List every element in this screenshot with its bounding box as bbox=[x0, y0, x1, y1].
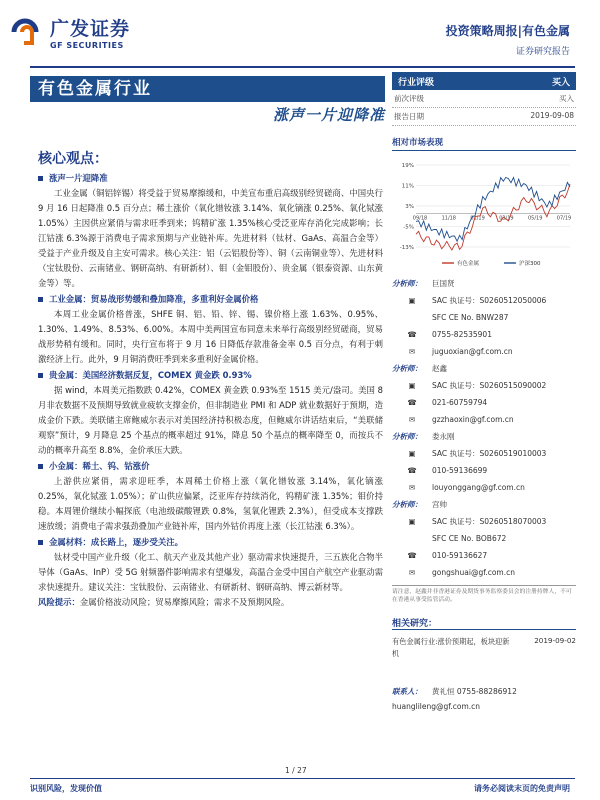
analyst-role: 分析师： bbox=[392, 279, 422, 288]
bullet-icon bbox=[38, 373, 43, 378]
analyst-sac: SAC 执证号：S0260515090002 bbox=[432, 381, 547, 390]
analyst-row bbox=[392, 479, 576, 496]
phone-icon: ☎ bbox=[407, 551, 417, 560]
section-paragraph: 上游供应紧俏，需求迎旺季，本周稀土价格上涨（氧化镨钕涨 3.14%，氧化镝涨 0.25%，氧化铽涨 1.05%）；矿山供应偏紧，泛亚库存持续消化，钨精矿涨 1.35%；钼价持稳。本周锂价继续小幅探底（电池级碳酸锂跌 0.8%，氢氧化锂跌 2.3%），但受成本支撑跌速放缓；消费电子需求强劲叠加产业链补库，国内外钴价再度上涨（长江钴涨 6.3%）。 bbox=[38, 476, 383, 531]
x-tick-label: 05/19 bbox=[527, 215, 543, 222]
analyst-row bbox=[392, 394, 576, 411]
section-paragraph: 工业金属（铜铝锌锡）将受益于贸易摩擦缓和，中美宣布重启高级别经贸磋商、中国央行 9 月 16 日起降准 0.5 百分点；稀土涨价（氧化镨钕涨 3.14%、氧化镝涨 0.25%、氧化铽涨 1.05%）主因供应紧俏与需求旺季到来；钨精矿涨 1.35%核心受泛亚库存消化完成影响；长江钴涨 6.3%源于消费电子需求预期与产业链补库。先进材料（钛材、GaAs、高温合金等）受益于产业升级及自主安可需求。核心关注：铝（云铝股份等）、铜（云南铜业等）、先进材料（宝钛股份、云南锗业、钢研高纳、有研新材）、钼（金钼股份）、贵金属（银泰资源、山东黄金等）等。 bbox=[38, 188, 383, 288]
chart-title-rule bbox=[392, 150, 576, 151]
contact-person bbox=[392, 684, 576, 714]
analyst-phone: 0755-82535901 bbox=[432, 330, 492, 339]
report-type-header bbox=[446, 22, 570, 57]
footer-divider bbox=[30, 778, 575, 779]
id-card-icon: ▣ bbox=[408, 517, 416, 526]
analyst-row bbox=[392, 445, 576, 462]
series-line bbox=[416, 177, 570, 241]
report-date-row: 报告日期 2019-09-08 bbox=[392, 108, 576, 126]
contact-name-phone: 黄礼恒 0755-88286912 bbox=[432, 687, 517, 696]
section-heading: 小金属：稀土、钨、钴涨价 bbox=[38, 459, 383, 474]
id-card-icon: ▣ bbox=[408, 381, 416, 390]
analyst-row bbox=[392, 496, 576, 513]
section-heading: 金属材料：成长路上，逐步受关注。 bbox=[38, 535, 383, 550]
analyst-name: 娄永刚 bbox=[432, 432, 455, 441]
chart-svg bbox=[392, 155, 576, 275]
analyst-list bbox=[392, 275, 576, 581]
email-icon: ✉ bbox=[408, 415, 416, 424]
analyst-role: 分析师： bbox=[392, 364, 422, 373]
section-heading: 贵金属：美国经济数据反复，COMEX 黄金跌 0.93% bbox=[38, 368, 383, 383]
bullet-icon bbox=[38, 297, 43, 302]
core-views-body bbox=[38, 170, 383, 610]
footer-slogan: 识别风险，发现价值 bbox=[30, 784, 102, 793]
analyst-name: 宫帅 bbox=[432, 500, 447, 509]
analyst-name: 巨国贤 bbox=[432, 279, 455, 288]
analyst-email[interactable]: gzzhaoxin@gf.com.cn bbox=[432, 415, 514, 424]
analyst-row bbox=[392, 411, 576, 428]
x-tick-label: 01/19 bbox=[470, 215, 485, 222]
analyst-name: 赵鑫 bbox=[432, 364, 447, 373]
related-rule bbox=[392, 629, 576, 630]
analyst-row bbox=[392, 547, 576, 564]
bullet-icon bbox=[38, 540, 43, 545]
section-paragraph: 据 wind，本周美元指数跌 0.42%，COMEX 黄金跌 0.93%至 1515 美元/盎司。美国 8 月非农数据不及预期导致就业疲软支撑金价，但非制造业 PMI 和 ADP 就业数据好于预期，造成金价下跌。美联储主席鲍威尔表示对美国经济持积极态度，但鲍威尔讲话结束后，“美联储观察”预计，9 月降息 25 个基点的概率超过 91%，降息 50 个基点的概率降至 0，而按兵不动的概率升高至 8.8%，金价承压大跌。 bbox=[38, 385, 383, 455]
brand-name-cn: 广发证券 bbox=[50, 18, 131, 40]
analyst-row bbox=[392, 343, 576, 360]
logo-mark-icon bbox=[10, 17, 44, 47]
y-tick-label: 19% bbox=[401, 163, 414, 169]
analyst-sfc: SFC CE No. BNW287 bbox=[432, 313, 509, 322]
y-tick-label: -13% bbox=[399, 245, 414, 251]
x-tick-label: 11/18 bbox=[441, 215, 457, 222]
id-card-icon: ▣ bbox=[408, 296, 416, 305]
contact-email[interactable]: huanglileng@gf.com.cn bbox=[392, 702, 481, 711]
x-tick-label: 09/18 bbox=[412, 215, 428, 222]
chart-title: 相对市场表现 bbox=[392, 138, 444, 148]
y-tick-label: -5% bbox=[403, 224, 414, 231]
risk-warning: 风险提示：金属价格波动风险；贸易摩擦风险；需求不及预期风险。 bbox=[38, 597, 290, 607]
section-paragraph: 本周工业金属价格普涨，SHFE 铜、铝、铅、锌、锡、镍价格上涨 1.63%、0.95%、1.30%、1.49%、8.53%、6.00%。本周中美两国宣布同意未来举行高级别经贸磋商，贸易战形势稍有缓和。同时，央行宣布将于 9 月 16 日降低存款准备金率 0.5 百分点，有利于刺激经济上行。此外，9 月铜消费旺季到来多重利好金属价格。 bbox=[38, 309, 383, 364]
y-tick-label: 3% bbox=[405, 204, 414, 210]
contact-label: 联系人： bbox=[392, 687, 422, 696]
page-number: 1 / 27 bbox=[285, 766, 307, 775]
x-tick-label: 03/19 bbox=[499, 215, 514, 222]
analyst-row bbox=[392, 513, 576, 530]
analyst-sac: SAC 执证号：S0260518070003 bbox=[432, 517, 547, 526]
analyst-email[interactable]: gongshuai@gf.com.cn bbox=[432, 568, 515, 577]
phone-icon: ☎ bbox=[407, 466, 417, 475]
analyst-email[interactable]: juguoxian@gf.com.cn bbox=[432, 347, 513, 356]
series-line bbox=[416, 184, 570, 250]
rating-bar bbox=[392, 72, 576, 90]
analyst-row bbox=[392, 377, 576, 394]
core-views-title: 核心观点： bbox=[38, 151, 108, 167]
analyst-phone: 021-60759794 bbox=[432, 398, 488, 407]
related-item-title[interactable]: 有色金属行业:涨价预期起，板块迎新机 bbox=[392, 637, 510, 658]
analyst-row bbox=[392, 326, 576, 343]
related-research-title: 相关研究： bbox=[392, 619, 438, 629]
report-subtype: 证券研究报告 bbox=[515, 47, 570, 57]
email-icon: ✉ bbox=[408, 347, 416, 356]
industry-banner: 有色金属行业 bbox=[30, 76, 385, 102]
footer-disclaimer: 请务必阅读末页的免责声明 bbox=[474, 784, 570, 793]
report-headline: 涨声一片迎降准 bbox=[272, 106, 385, 124]
bullet-icon bbox=[38, 464, 43, 469]
rating-label: 行业评级 bbox=[398, 77, 435, 88]
phone-icon: ☎ bbox=[407, 330, 417, 339]
report-type: 投资策略周报|有色金属 bbox=[445, 24, 570, 38]
analyst-sac: SAC 执证号：S0260512050006 bbox=[432, 296, 547, 305]
registration-note: 请注意，赵鑫并非香港证券及期货事务监察委员会的注册持牌人，不可在香港从事受监管活动。 bbox=[392, 585, 576, 604]
analyst-row bbox=[392, 564, 576, 581]
analyst-row bbox=[392, 428, 576, 445]
analyst-phone: 010-59136627 bbox=[432, 551, 488, 560]
analyst-phone: 010-59136699 bbox=[432, 466, 488, 475]
analyst-row bbox=[392, 275, 576, 292]
sidebar bbox=[392, 72, 576, 714]
analyst-sfc: SFC CE No. BOB672 bbox=[432, 534, 507, 543]
legend-label: 有色金属 bbox=[457, 261, 480, 267]
header-divider bbox=[30, 66, 575, 68]
analyst-role: 分析师： bbox=[392, 500, 422, 509]
analyst-row bbox=[392, 292, 576, 309]
section-paragraph: 钛材受中国产业升级（化工、航天产业及其他产业）驱动需求快速提升，三五族化合物半导体（GaAs、InP）受 5G 射频器件影响需求有望爆发，高温合金受中国自产航空产业驱动需求快速提升。建议关注：宝钛股份、云南锗业、有研新材、钢研高纳、博云新材等。 bbox=[38, 552, 383, 592]
phone-icon: ☎ bbox=[407, 398, 417, 407]
analyst-row bbox=[392, 360, 576, 377]
analyst-email[interactable]: louyonggang@gf.com.cn bbox=[432, 483, 525, 492]
analyst-role: 分析师： bbox=[392, 432, 422, 441]
rating-value: 买入 bbox=[551, 77, 570, 88]
legend-label: 沪深300 bbox=[519, 261, 541, 267]
x-tick-label: 07/19 bbox=[556, 215, 572, 222]
email-icon: ✉ bbox=[408, 568, 416, 577]
brand-name-en: GF SECURITIES bbox=[50, 41, 124, 50]
related-research-item[interactable] bbox=[392, 636, 576, 660]
analyst-sac: SAC 执证号：S0260519010003 bbox=[432, 449, 547, 458]
y-tick-label: 11% bbox=[401, 183, 414, 190]
analyst-row bbox=[392, 462, 576, 479]
section-heading: 涨声一片迎降准 bbox=[38, 171, 383, 186]
email-icon: ✉ bbox=[408, 483, 416, 492]
bullet-icon bbox=[38, 176, 43, 181]
analyst-row bbox=[392, 530, 576, 547]
prior-rating-row: 前次评级 买入 bbox=[392, 90, 576, 108]
relative-performance-chart bbox=[392, 155, 576, 275]
related-item-date: 2019-09-02 bbox=[534, 636, 576, 645]
analyst-row bbox=[392, 309, 576, 326]
section-heading: 工业金属：贸易战形势缓和叠加降准，多重利好金属价格 bbox=[38, 292, 383, 307]
brand-logo bbox=[10, 14, 130, 50]
id-card-icon: ▣ bbox=[408, 449, 416, 458]
